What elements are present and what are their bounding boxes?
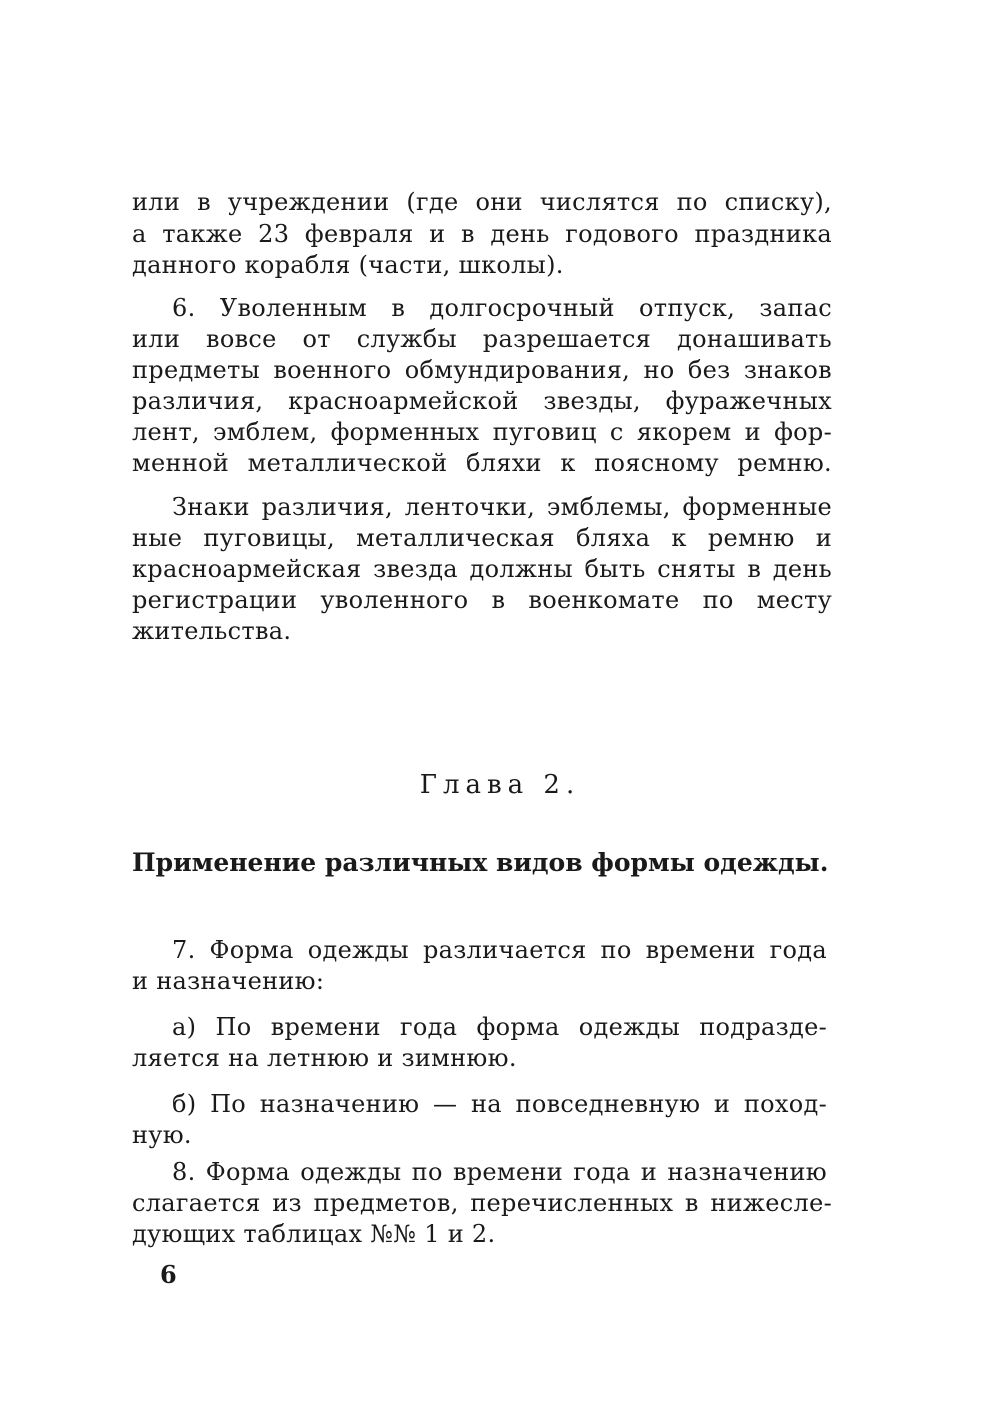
- text-line: менной металлической бляхи к поясному ремню.: [132, 449, 832, 477]
- chapter-subtitle: Применение различных видов формы одежды.: [132, 848, 829, 877]
- page-number: 6: [160, 1260, 177, 1289]
- text-line: а) По времени года форма одежды подразде-: [172, 1013, 827, 1041]
- text-line: различия, красноармейской звезды, фуражечных: [132, 387, 832, 415]
- text-line: ные пуговицы, металлическая бляха к ремню и: [132, 524, 832, 552]
- text-line: регистрации уволенного в военкомате по месту: [132, 586, 832, 614]
- text-line: 8. Форма одежды по времени года и назначению: [172, 1158, 827, 1186]
- text-line: б) По назначению — на повседневную и поход-: [172, 1090, 827, 1118]
- text-line: Знаки различия, ленточки, эмблемы, форменные: [172, 493, 832, 521]
- text-line: ную.: [132, 1121, 192, 1149]
- text-line: данного корабля (части, школы).: [132, 251, 564, 279]
- text-line: или вовсе от службы разрешается донашивать: [132, 325, 832, 353]
- chapter-title: Глава 2.: [419, 770, 581, 800]
- text-line: лент, эмблем, форменных пуговиц с якорем и фор-: [132, 418, 832, 446]
- text-line: или в учреждении (где они числятся по списку),: [132, 188, 832, 216]
- text-line: предметы военного обмундирования, но без знаков: [132, 356, 832, 384]
- text-line: дующих таблицах №№ 1 и 2.: [132, 1220, 496, 1248]
- text-line: и назначению:: [132, 967, 325, 995]
- text-line: слагается из предметов, перечисленных в нижесле-: [132, 1189, 832, 1217]
- text-line: жительства.: [132, 617, 292, 645]
- text-line: красноармейская звезда должны быть сняты в день: [132, 555, 832, 583]
- text-line: ляется на летнюю и зимнюю.: [132, 1044, 517, 1072]
- text-line: 7. Форма одежды различается по времени года: [172, 936, 827, 964]
- text-line: а также 23 февраля и в день годового праздника: [132, 220, 832, 248]
- text-line: 6. Уволенным в долгосрочный отпуск, запас: [172, 294, 832, 322]
